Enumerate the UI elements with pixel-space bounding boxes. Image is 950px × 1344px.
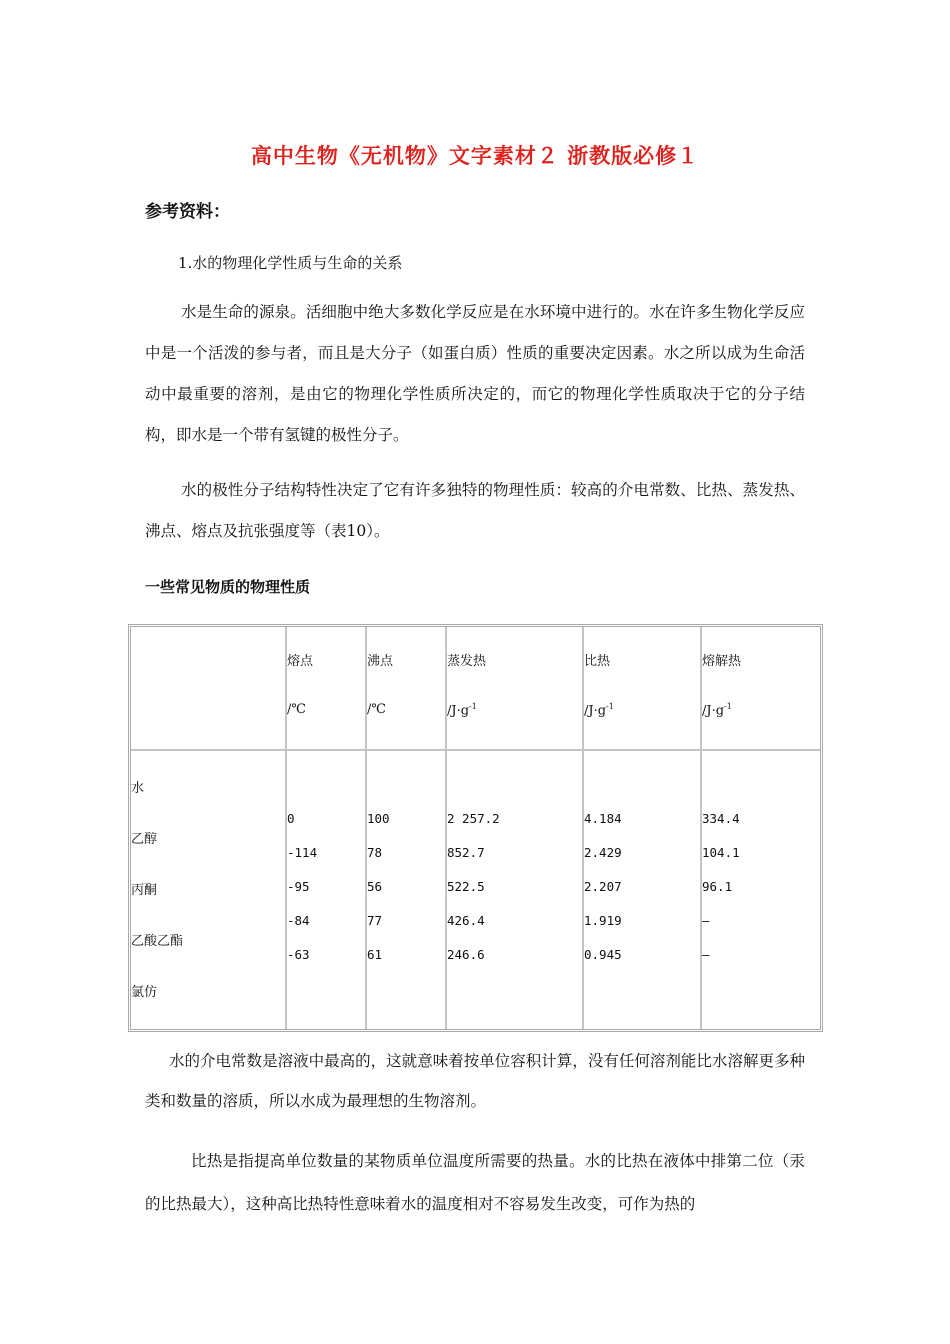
table-cell: -63 xyxy=(287,947,310,962)
table-divider xyxy=(285,627,287,1029)
table-cell: 2.429 xyxy=(584,845,622,860)
table-cell: 77 xyxy=(367,913,383,928)
table-cell: — xyxy=(702,913,710,928)
table-cell: 78 xyxy=(367,845,383,860)
table-cell: 334.4 xyxy=(702,811,740,826)
section-heading: 1.水的物理化学性质与生命的关系 xyxy=(178,254,403,272)
table-cell: 2 257.2 xyxy=(447,811,500,826)
table-cell: -84 xyxy=(287,913,310,928)
properties-table xyxy=(128,624,823,1032)
table-cell: 96.1 xyxy=(702,879,733,894)
table-divider xyxy=(445,627,447,1029)
header-melting-point: 熔点 xyxy=(287,654,314,669)
header-heat-of-vaporization-unit: $/J\cdot g^{-1}$ xyxy=(447,702,477,719)
header-specific-heat: 比热 xyxy=(584,654,611,669)
table-cell: 2.207 xyxy=(584,879,622,894)
table-cell: 0.945 xyxy=(584,947,622,962)
table-cell: — xyxy=(702,947,710,962)
table-cell: 1.919 xyxy=(584,913,622,928)
table-cell: -95 xyxy=(287,879,310,894)
reference-heading: 参考资料： xyxy=(145,202,230,222)
substance-label: 氯仿 xyxy=(131,985,158,1000)
table-cell: 100 xyxy=(367,811,390,826)
header-specific-heat-unit: $/J\cdot g^{-1}$ xyxy=(584,702,614,719)
table-cell: 522.5 xyxy=(447,879,485,894)
table-cell: 4.184 xyxy=(584,811,622,826)
table-divider xyxy=(700,627,702,1029)
header-melting-point-unit: /℃ xyxy=(287,702,306,717)
table-cell: 426.4 xyxy=(447,913,485,928)
paragraph-4: 比热是指提高单位数量的某物质单位温度所需要的热量。水的比热在液体中排第二位（汞的比热最大），这种高比热特性意味着水的温度相对不容易发生改变，可作为热的 xyxy=(145,1152,805,1213)
header-boiling-point-unit: /℃ xyxy=(367,702,386,717)
table-divider xyxy=(365,627,367,1029)
header-heat-of-vaporization: 蒸发热 xyxy=(447,654,487,669)
table-cell: 0 xyxy=(287,811,295,826)
table-cell: 852.7 xyxy=(447,845,485,860)
table-cell: 61 xyxy=(367,947,383,962)
table-header-divider xyxy=(131,749,820,751)
substance-label: 丙酮 xyxy=(131,883,158,898)
substance-label: 水 xyxy=(131,781,145,796)
table-title: 一些常见物质的物理性质 xyxy=(145,578,311,596)
table-cell: 246.6 xyxy=(447,947,485,962)
substance-label: 乙酸乙酯 xyxy=(131,934,184,949)
table-cell: 104.1 xyxy=(702,845,740,860)
header-heat-of-fusion-unit: $/J\cdot g^{-1}$ xyxy=(702,702,732,719)
paragraph-1: 水是生命的源泉。活细胞中绝大多数化学反应是在水环境中进行的。水在许多生物化学反应中是一个活泼的参与者，而且是大分子（如蛋白质）性质的重要决定因素。水之所以成为生命活动中最重要的溶剂，是由它的物理化学性质所决定的，而它的物理化学性质取决于它的分子结构，即水是一个带有氢键的极性分子。 xyxy=(145,303,805,444)
substance-label: 乙醇 xyxy=(131,832,158,847)
paragraph-2: 水的极性分子结构特性决定了它有许多独特的物理性质：较高的介电常数、比热、蒸发热、沸点、熔点及抗张强度等（表10）。 xyxy=(145,481,805,540)
header-boiling-point: 沸点 xyxy=(367,654,394,669)
table-divider xyxy=(582,627,584,1029)
paragraph-3: 水的介电常数是溶液中最高的，这就意味着按单位容积计算，没有任何溶剂能比水溶解更多种类和数量的溶质，所以水成为最理想的生物溶剂。 xyxy=(145,1052,805,1110)
page-title: 高中生物《无机物》文字素材２ 浙教版必修１ xyxy=(250,144,700,168)
table-cell: 56 xyxy=(367,879,383,894)
header-heat-of-fusion: 熔解热 xyxy=(702,654,742,669)
table-cell: -114 xyxy=(287,845,318,860)
